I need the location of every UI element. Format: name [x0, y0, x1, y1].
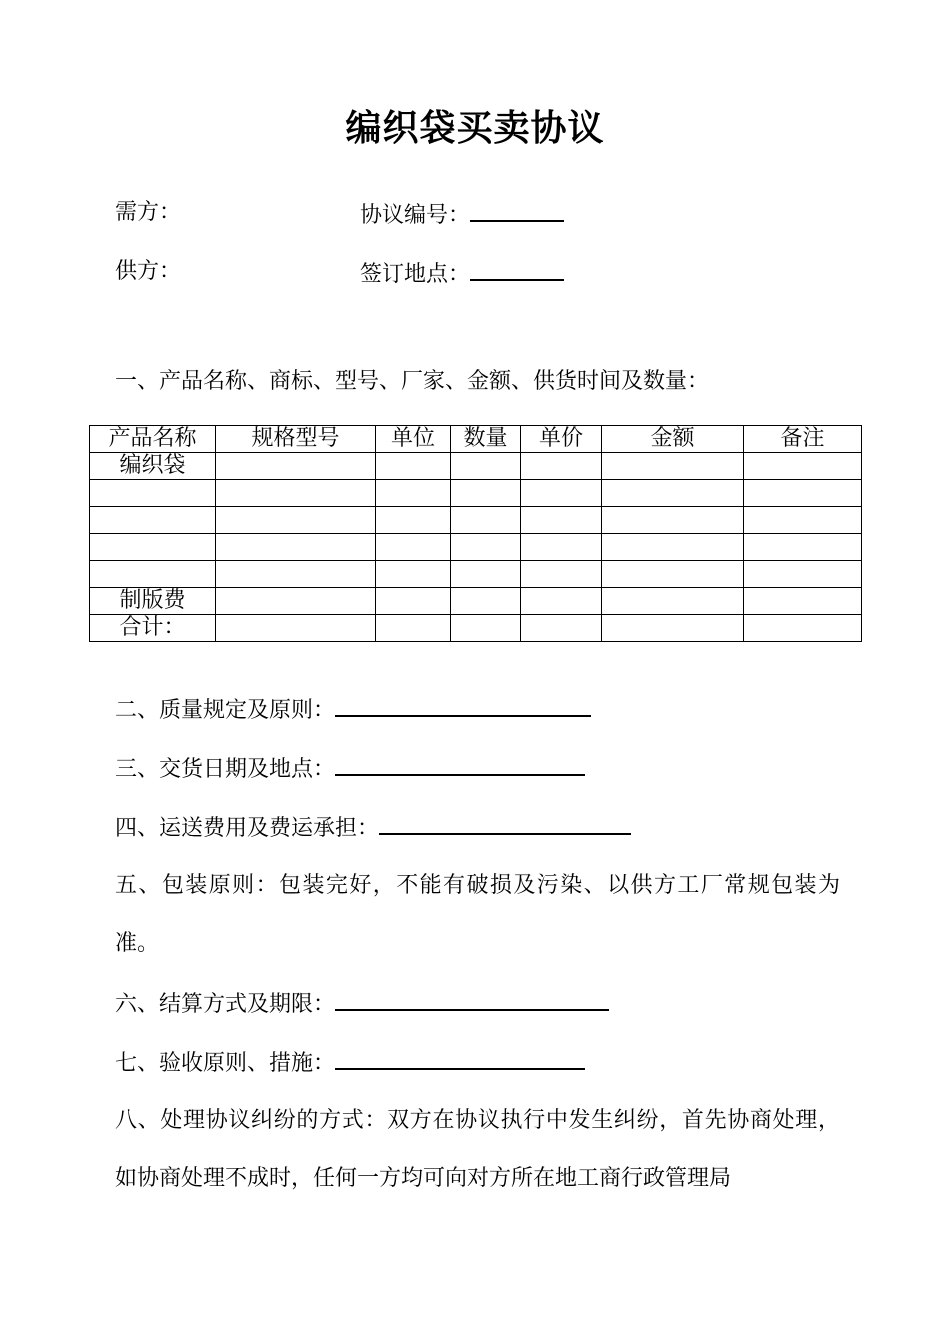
table-cell[interactable] [376, 534, 451, 561]
section-2 [115, 693, 591, 726]
sign-place-label: 签订地点： [360, 262, 471, 287]
section-4-label: 四、运送费用及费运承担： [115, 816, 380, 841]
column-header: 单位 [376, 426, 451, 453]
document-title: 编织袋买卖协议 [345, 107, 605, 149]
section-6 [115, 987, 609, 1020]
column-header: 单价 [521, 426, 602, 453]
table-cell[interactable] [602, 588, 744, 615]
table-cell[interactable] [602, 507, 744, 534]
section-3-blank [335, 752, 585, 776]
table-row [90, 615, 862, 642]
table-cell[interactable] [521, 480, 602, 507]
section-4 [115, 811, 631, 844]
section-6-label: 六、结算方式及期限： [115, 992, 336, 1017]
table-cell[interactable] [602, 615, 744, 642]
table-cell[interactable] [744, 453, 862, 480]
contract-no-label: 协议编号： [360, 203, 471, 228]
table-cell[interactable] [376, 588, 451, 615]
table-cell[interactable] [216, 615, 376, 642]
table-cell[interactable] [90, 561, 216, 588]
table-cell[interactable] [216, 588, 376, 615]
section-7 [115, 1046, 585, 1079]
table-cell[interactable] [90, 480, 216, 507]
table-cell[interactable] [521, 507, 602, 534]
column-header: 数量 [451, 426, 521, 453]
section-2-label: 二、质量规定及原则： [115, 698, 336, 723]
table-cell[interactable] [451, 561, 521, 588]
table-cell[interactable] [451, 453, 521, 480]
table-cell[interactable] [216, 453, 376, 480]
table-row [90, 534, 862, 561]
table-cell[interactable] [602, 453, 744, 480]
buyer-label: 需方： [115, 200, 182, 225]
table-cell[interactable] [376, 615, 451, 642]
table-cell[interactable] [521, 561, 602, 588]
table-cell[interactable] [451, 534, 521, 561]
section-6-blank [335, 987, 609, 1011]
table-cell[interactable] [376, 561, 451, 588]
table-cell[interactable] [451, 588, 521, 615]
table-cell[interactable] [521, 534, 602, 561]
table-cell[interactable] [376, 453, 451, 480]
table-cell[interactable] [90, 534, 216, 561]
column-header: 备注 [744, 426, 862, 453]
table-cell[interactable] [521, 588, 602, 615]
table-cell[interactable] [90, 507, 216, 534]
product-table [89, 425, 862, 642]
sign-place-blank [470, 257, 564, 281]
table-cell[interactable] [451, 480, 521, 507]
table-row [90, 453, 862, 480]
section-4-blank [379, 811, 631, 835]
section-3-label: 三、交货日期及地点： [115, 757, 336, 782]
section-1-heading: 一、产品名称、商标、型号、厂家、金额、供货时间及数量： [115, 369, 710, 394]
table-header-row [90, 426, 862, 453]
table-cell[interactable] [602, 561, 744, 588]
table-cell[interactable] [744, 561, 862, 588]
table-cell[interactable] [216, 480, 376, 507]
table-row [90, 507, 862, 534]
section-8: 八、处理协议纠纷的方式：双方在协议执行中发生纠纷，首先协商处理，如协商处理不成时，任何一方均可向对方所在地工商行政管理局 [115, 1108, 840, 1191]
column-header: 规格型号 [216, 426, 376, 453]
table-row [90, 480, 862, 507]
table-cell[interactable] [376, 507, 451, 534]
table-cell[interactable] [602, 480, 744, 507]
table-cell[interactable]: 合计： [90, 615, 216, 642]
section-7-label: 七、验收原则、措施： [115, 1051, 336, 1076]
sign-place-field [360, 257, 564, 290]
section-7-blank [335, 1046, 585, 1070]
table-cell[interactable] [521, 453, 602, 480]
contract-no-blank [470, 198, 564, 222]
table-cell[interactable] [744, 507, 862, 534]
table-row [90, 561, 862, 588]
section-5: 五、包装原则：包装完好，不能有破损及污染、以供方工厂常规包装为准。 [115, 873, 840, 956]
table-cell[interactable] [376, 480, 451, 507]
section-3 [115, 752, 585, 785]
table-cell[interactable] [216, 534, 376, 561]
table-cell[interactable] [602, 534, 744, 561]
contract-no-field [360, 198, 564, 231]
table-cell[interactable] [451, 615, 521, 642]
table-cell[interactable] [521, 615, 602, 642]
section-2-blank [335, 693, 591, 717]
table-cell[interactable]: 编织袋 [90, 453, 216, 480]
column-header: 金额 [602, 426, 744, 453]
table-cell[interactable] [451, 507, 521, 534]
table-cell[interactable] [744, 588, 862, 615]
table-cell[interactable]: 制版费 [90, 588, 216, 615]
table-cell[interactable] [744, 615, 862, 642]
supplier-label: 供方： [115, 259, 182, 284]
table-cell[interactable] [216, 561, 376, 588]
table-cell[interactable] [216, 507, 376, 534]
table-row [90, 588, 862, 615]
column-header: 产品名称 [90, 426, 216, 453]
table-cell[interactable] [744, 480, 862, 507]
table-cell[interactable] [744, 534, 862, 561]
